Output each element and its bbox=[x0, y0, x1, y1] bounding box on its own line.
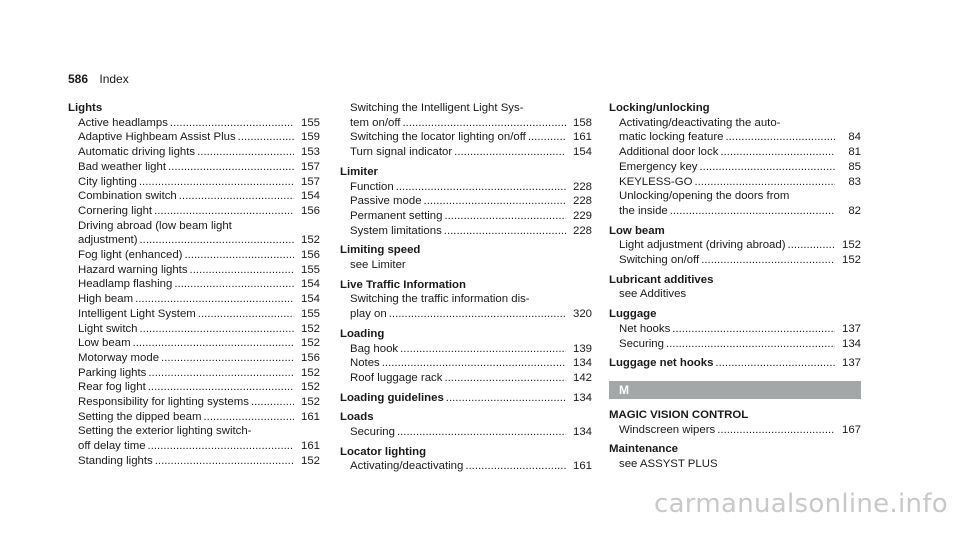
subentry[interactable] bbox=[68, 424, 320, 453]
index-entry bbox=[609, 273, 861, 302]
page-reference: 228 bbox=[572, 195, 592, 208]
subentry[interactable] bbox=[609, 116, 861, 145]
page-reference: 159 bbox=[300, 131, 320, 144]
subentry-text bbox=[619, 322, 835, 337]
page-reference: 161 bbox=[572, 460, 592, 473]
subentry-text bbox=[619, 116, 835, 145]
subentry[interactable] bbox=[68, 322, 320, 337]
subentry[interactable] bbox=[609, 238, 861, 253]
subentry-label: Hazard warning lights bbox=[78, 263, 188, 276]
subentry-label: Windscreen wipers bbox=[619, 423, 716, 436]
subentry[interactable] bbox=[68, 130, 320, 145]
subentry-text bbox=[350, 356, 566, 371]
page-reference: 81 bbox=[848, 146, 861, 159]
subentry[interactable] bbox=[609, 253, 861, 268]
subentry[interactable] bbox=[340, 194, 592, 209]
page-reference: 161 bbox=[572, 131, 592, 144]
index-entry bbox=[609, 101, 861, 219]
subentry-text bbox=[350, 194, 566, 209]
subentry-label: Fog light (enhanced) bbox=[78, 249, 183, 262]
subentry[interactable] bbox=[340, 356, 592, 371]
page-reference: 228 bbox=[572, 224, 592, 237]
subentry-text bbox=[78, 424, 294, 453]
subentry-text bbox=[78, 277, 294, 292]
index-entry-title bbox=[340, 391, 566, 406]
subentry-text bbox=[78, 410, 294, 425]
subentry-label: Standing lights bbox=[78, 454, 153, 467]
subentry-text bbox=[619, 423, 835, 438]
subentry-label: Activating/deactivating the auto- matic locking feature bbox=[619, 116, 781, 144]
subentry-label: Setting the exterior lighting switch- off delay time bbox=[78, 425, 252, 453]
watermark: carmanualsonline.info bbox=[653, 489, 948, 519]
page-reference: 152 bbox=[300, 381, 320, 394]
letter-separator: M bbox=[609, 381, 861, 399]
subentry-text bbox=[619, 457, 861, 472]
page-reference: 156 bbox=[300, 204, 320, 217]
index-column-2 bbox=[340, 101, 592, 479]
index-entry-title: Locking/unlocking bbox=[609, 102, 710, 114]
subentry-text bbox=[78, 145, 294, 160]
index-entry-row[interactable] bbox=[340, 391, 592, 406]
subentry[interactable] bbox=[68, 277, 320, 292]
page-reference: 161 bbox=[300, 410, 320, 423]
subentry-label: Intelligent Light System bbox=[78, 307, 196, 320]
subentry-text bbox=[78, 175, 294, 190]
subentry[interactable] bbox=[609, 287, 861, 302]
subentry-label: Switching the traffic information dis- play on bbox=[350, 293, 530, 321]
subentry-text bbox=[619, 160, 835, 175]
subentry[interactable] bbox=[609, 337, 861, 352]
index-column-3 bbox=[609, 101, 861, 477]
subentry-text bbox=[78, 219, 294, 248]
page-reference: 134 bbox=[841, 337, 861, 350]
subentry-text bbox=[78, 395, 294, 410]
subentry-text bbox=[78, 366, 294, 381]
subentry-label: Responsibility for lighting systems bbox=[78, 396, 249, 409]
index-entry bbox=[609, 307, 861, 351]
subentry-label: Parking lights bbox=[78, 366, 147, 379]
subentry[interactable] bbox=[68, 366, 320, 381]
page-reference: 152 bbox=[300, 454, 320, 467]
page-reference: 155 bbox=[300, 116, 320, 129]
page-reference: 137 bbox=[841, 357, 861, 370]
subentry[interactable] bbox=[340, 145, 592, 160]
page-reference: 137 bbox=[841, 322, 861, 335]
index-entry bbox=[340, 243, 592, 272]
index-entry-title: Limiter bbox=[340, 165, 378, 178]
subentry-label: Net hooks bbox=[619, 322, 671, 335]
subentry-text bbox=[350, 342, 566, 357]
subentry[interactable] bbox=[609, 457, 861, 472]
subentry[interactable] bbox=[68, 263, 320, 278]
index-entry bbox=[340, 327, 592, 386]
page-reference: 152 bbox=[300, 322, 320, 335]
subentry-text bbox=[350, 258, 592, 273]
subentry[interactable] bbox=[340, 425, 592, 440]
subentry-label: Function bbox=[350, 180, 394, 193]
subentry-text bbox=[78, 351, 294, 366]
page-reference: 158 bbox=[572, 116, 592, 129]
subentry-label: Low beam bbox=[78, 337, 131, 350]
index-entry-title: Luggage bbox=[609, 308, 657, 321]
subentry[interactable] bbox=[609, 160, 861, 175]
page-reference: 152 bbox=[300, 366, 320, 379]
page-reference: 155 bbox=[300, 263, 320, 276]
page-reference: 82 bbox=[848, 204, 861, 217]
subentry-text bbox=[78, 454, 294, 469]
page-reference: 154 bbox=[572, 146, 592, 159]
index-entry-title: MAGIC VISION CONTROL bbox=[609, 408, 749, 421]
subentry-label: Driving abroad (low beam light adjustment) bbox=[78, 219, 232, 247]
subentry[interactable] bbox=[609, 322, 861, 337]
subentry[interactable] bbox=[340, 292, 592, 321]
page-reference: 83 bbox=[848, 175, 861, 188]
subentry-text bbox=[78, 248, 294, 263]
subentry-label: Light switch bbox=[78, 322, 138, 335]
subentry[interactable] bbox=[68, 160, 320, 175]
subentry-label: Headlamp flashing bbox=[78, 278, 173, 291]
subentry[interactable] bbox=[340, 371, 592, 386]
subentry-label: Adaptive Highbeam Assist Plus bbox=[78, 131, 236, 144]
page-reference: 229 bbox=[572, 209, 592, 222]
subentry[interactable] bbox=[68, 248, 320, 263]
subentry-label: see ASSYST PLUS bbox=[619, 458, 718, 471]
page-header bbox=[68, 72, 129, 86]
subentry-text bbox=[350, 180, 566, 195]
index-column-1 bbox=[68, 101, 320, 474]
subentry[interactable] bbox=[68, 189, 320, 204]
subentry-label: Turn signal indicator bbox=[350, 146, 453, 159]
subentry-label: Securing bbox=[350, 426, 395, 439]
subentry-label: Notes bbox=[350, 357, 380, 370]
page-reference: 134 bbox=[572, 426, 592, 439]
index-entry bbox=[340, 445, 592, 474]
page-reference: 152 bbox=[300, 337, 320, 350]
page-reference: 154 bbox=[300, 190, 320, 203]
subentry[interactable] bbox=[68, 175, 320, 190]
subentry[interactable] bbox=[340, 258, 592, 273]
page-reference: 156 bbox=[300, 351, 320, 364]
page-reference: 84 bbox=[848, 131, 861, 144]
subentry-label: Switching the locator lighting on/off bbox=[350, 131, 526, 144]
page-reference: 154 bbox=[300, 278, 320, 291]
subentry-label: Motorway mode bbox=[78, 351, 160, 364]
index-entry-title: Locator lighting bbox=[340, 445, 427, 458]
subentry[interactable] bbox=[68, 454, 320, 469]
subentry-label: City lighting bbox=[78, 175, 137, 188]
subentry-text bbox=[619, 238, 835, 253]
subentry-label: Setting the dipped beam bbox=[78, 410, 202, 423]
subentry-text bbox=[78, 322, 294, 337]
subentry-text bbox=[78, 160, 294, 175]
subentry[interactable] bbox=[340, 101, 592, 130]
subentry-text bbox=[78, 204, 294, 219]
entry-title-text: Loading guidelines bbox=[340, 391, 444, 404]
page-reference: 153 bbox=[300, 146, 320, 159]
page-reference: 167 bbox=[841, 423, 861, 436]
page-reference: 139 bbox=[572, 342, 592, 355]
subentry-label: Roof luggage rack bbox=[350, 371, 443, 384]
subentry-text bbox=[350, 224, 566, 239]
page-reference: 155 bbox=[300, 307, 320, 320]
page-reference: 85 bbox=[848, 160, 861, 173]
page-reference: 157 bbox=[300, 160, 320, 173]
subentry-text bbox=[350, 145, 566, 160]
subentry-text bbox=[78, 307, 294, 322]
page-reference: 142 bbox=[572, 371, 592, 384]
index-entry-row[interactable] bbox=[609, 356, 861, 371]
index-entry bbox=[340, 101, 592, 160]
subentry[interactable] bbox=[340, 342, 592, 357]
subentry-label: see Limiter bbox=[350, 259, 406, 272]
index-entry bbox=[609, 224, 861, 268]
page-number: 586 bbox=[68, 72, 89, 86]
subentry-label: Additional door lock bbox=[619, 146, 719, 159]
subentry[interactable] bbox=[68, 395, 320, 410]
subentry-text bbox=[78, 116, 294, 131]
entry-title-text: Luggage net hooks bbox=[609, 357, 714, 370]
subentry-text bbox=[619, 189, 835, 218]
subentry-label: see Additives bbox=[619, 288, 687, 301]
subentry-text bbox=[350, 425, 566, 440]
subentry-label: Automatic driving lights bbox=[78, 146, 196, 159]
subentry[interactable] bbox=[68, 292, 320, 307]
index-entry-title: Loading bbox=[340, 327, 385, 340]
subentry[interactable] bbox=[340, 224, 592, 239]
subentry-text bbox=[78, 130, 294, 145]
subentry-text bbox=[619, 253, 835, 268]
page-reference: 156 bbox=[300, 249, 320, 262]
subentry[interactable] bbox=[340, 180, 592, 195]
subentry[interactable] bbox=[68, 145, 320, 160]
index-entry bbox=[609, 408, 861, 437]
subentry[interactable] bbox=[340, 130, 592, 145]
subentry-label: Passive mode bbox=[350, 195, 422, 208]
index-entry-title: Low beam bbox=[609, 224, 665, 237]
page-reference: 134 bbox=[572, 391, 592, 404]
index-entry-title: Loads bbox=[340, 411, 374, 424]
subentry[interactable] bbox=[340, 459, 592, 474]
subentry-label: Rear fog light bbox=[78, 381, 146, 394]
subentry-text bbox=[350, 371, 566, 386]
page-reference: 228 bbox=[572, 180, 592, 193]
index-entry-title: Limiting speed bbox=[340, 244, 421, 257]
page-reference: 152 bbox=[300, 234, 320, 247]
subentry[interactable] bbox=[68, 116, 320, 131]
subentry[interactable] bbox=[340, 209, 592, 224]
subentry-text bbox=[350, 209, 566, 224]
subentry-label: Securing bbox=[619, 337, 664, 350]
index-entry-title: Lights bbox=[68, 102, 103, 114]
subentry-text bbox=[619, 287, 861, 302]
page-reference: 320 bbox=[572, 308, 592, 321]
index-entry bbox=[340, 410, 592, 439]
subentry[interactable] bbox=[68, 307, 320, 322]
subentry-label: Cornering light bbox=[78, 204, 153, 217]
subentry-label: Light adjustment (driving abroad) bbox=[619, 239, 786, 252]
subentry[interactable] bbox=[68, 204, 320, 219]
page-reference: 134 bbox=[572, 357, 592, 370]
subentry-label: System limitations bbox=[350, 224, 442, 237]
subentry-text bbox=[619, 337, 835, 352]
subentry[interactable] bbox=[68, 336, 320, 351]
index-entry-title bbox=[609, 356, 835, 371]
subentry-label: Active headlamps bbox=[78, 116, 168, 129]
subentry-text bbox=[350, 292, 566, 321]
index-entry bbox=[609, 356, 861, 371]
subentry[interactable] bbox=[609, 175, 861, 190]
index-entry-title: Maintenance bbox=[609, 443, 678, 456]
index-entry bbox=[340, 391, 592, 406]
subentry-label: Switching the Intelligent Light Sys- tem on/off bbox=[350, 102, 524, 129]
index-entry bbox=[609, 442, 861, 471]
subentry-text bbox=[350, 101, 566, 130]
page-reference: 161 bbox=[300, 440, 320, 453]
subentry-label: KEYLESS-GO bbox=[619, 175, 693, 188]
page-reference: 152 bbox=[841, 239, 861, 252]
page-reference: 154 bbox=[300, 293, 320, 306]
subentry[interactable] bbox=[68, 219, 320, 248]
subentry-label: Switching on/off bbox=[619, 254, 700, 267]
subentry-label: Activating/deactivating bbox=[350, 460, 464, 473]
subentry-text bbox=[619, 175, 835, 190]
subentry-label: Permanent setting bbox=[350, 209, 443, 222]
section-title: Index bbox=[99, 72, 129, 86]
index-entry-title: Live Traffic Information bbox=[340, 278, 466, 291]
index-entry bbox=[340, 278, 592, 322]
subentry-label: High beam bbox=[78, 293, 134, 306]
page-reference: 157 bbox=[300, 175, 320, 188]
page-reference: 152 bbox=[841, 254, 861, 267]
subentry-label: Bad weather light bbox=[78, 160, 167, 173]
subentry-label: Emergency key bbox=[619, 160, 698, 173]
subentry-text bbox=[350, 130, 566, 145]
subentry[interactable] bbox=[609, 145, 861, 160]
subentry-label: Bag hook bbox=[350, 342, 399, 355]
subentry-text bbox=[619, 145, 835, 160]
subentry[interactable] bbox=[609, 189, 861, 218]
subentry[interactable] bbox=[609, 423, 861, 438]
subentry[interactable] bbox=[68, 380, 320, 395]
subentry-text bbox=[78, 380, 294, 395]
subentry-label: Unlocking/opening the doors from the inside bbox=[619, 190, 790, 217]
page-reference: 152 bbox=[300, 396, 320, 409]
subentry-label: Combination switch bbox=[78, 190, 177, 203]
subentry-text bbox=[78, 336, 294, 351]
subentry-text bbox=[78, 263, 294, 278]
subentry-text bbox=[78, 189, 294, 204]
subentry-text bbox=[78, 292, 294, 307]
index-entry bbox=[340, 165, 592, 239]
subentry[interactable] bbox=[68, 351, 320, 366]
index-entry-title: Lubricant additives bbox=[609, 273, 714, 286]
subentry-text bbox=[350, 459, 566, 474]
index-entry bbox=[68, 101, 320, 469]
subentry[interactable] bbox=[68, 410, 320, 425]
